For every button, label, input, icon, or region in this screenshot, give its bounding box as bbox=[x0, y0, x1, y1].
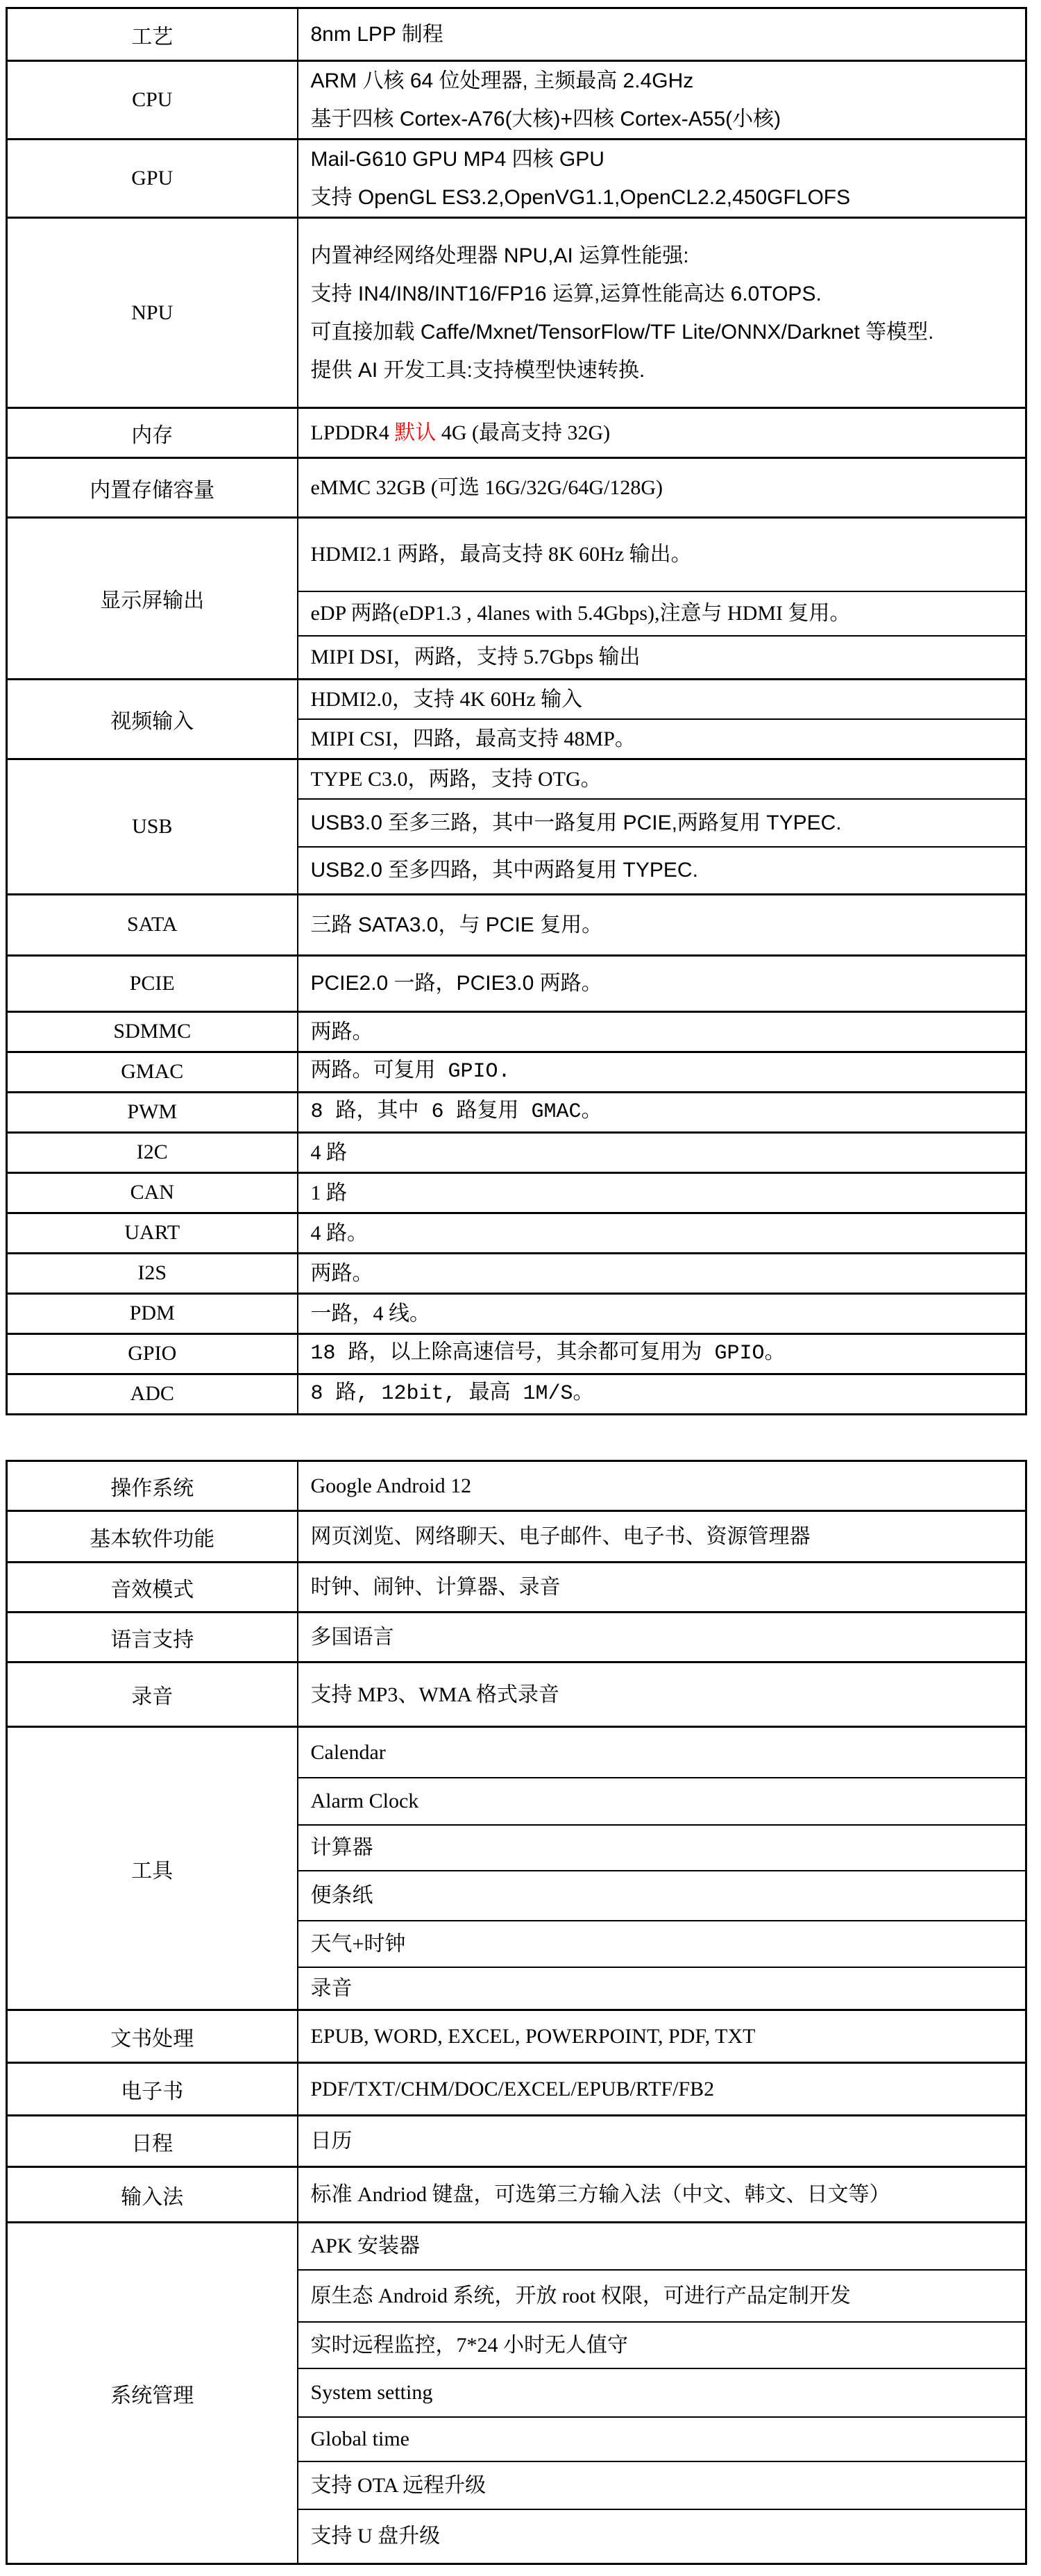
table-row-gmac bbox=[7, 1052, 1026, 1092]
row-label-basic-apps bbox=[7, 1511, 298, 1563]
row-label-storage bbox=[7, 458, 298, 518]
table-row-os bbox=[7, 1461, 1026, 1511]
row-label-pdm bbox=[7, 1293, 298, 1333]
table-row-adc bbox=[7, 1374, 1026, 1414]
label-text: 内存 bbox=[131, 423, 174, 447]
label-text: CPU bbox=[132, 88, 173, 111]
table-row-video-input bbox=[7, 680, 1026, 720]
row-label-cpu bbox=[7, 61, 298, 140]
display-output-sub-2: eDP 两路(eDP1.3 , 4lanes with 5.4Gbps),注意与 HDMI 复用。 bbox=[298, 591, 1026, 636]
row-label-pcie bbox=[7, 955, 298, 1011]
usb-sub-3: USB2.0 至多四路，其中两路复用 TYPEC. bbox=[298, 847, 1026, 894]
table-row-process bbox=[7, 8, 1026, 61]
row-value-sata: 三路 SATA3.0，与 PCIE 复用。 bbox=[298, 894, 1026, 955]
table-row-i2s bbox=[7, 1253, 1026, 1293]
system-management-sub-3: 实时远程监控，7*24 小时无人值守 bbox=[298, 2322, 1026, 2368]
hardware-spec-table bbox=[6, 7, 1027, 1415]
label-text: CAN bbox=[130, 1181, 174, 1204]
table-row-recording bbox=[7, 1662, 1026, 1727]
label-text: ADC bbox=[130, 1382, 174, 1405]
npu-line-4: 提供 AI 开发工具:支持模型快速转换. bbox=[310, 358, 645, 382]
label-text: I2C bbox=[136, 1140, 168, 1163]
label-text: PCIE bbox=[129, 971, 175, 995]
label-text: 基本软件功能 bbox=[90, 1527, 215, 1551]
row-label-adc bbox=[7, 1374, 298, 1414]
label-text: GPIO bbox=[128, 1342, 177, 1365]
value-text: 8nm LPP 制程 bbox=[310, 23, 443, 46]
row-value-sdmmc: 两路。 bbox=[298, 1011, 1026, 1052]
system-management-sub-5: Global time bbox=[298, 2417, 1026, 2461]
table-row-basic-apps bbox=[7, 1511, 1026, 1563]
table-row-storage bbox=[7, 458, 1026, 518]
row-label-os bbox=[7, 1461, 298, 1511]
row-label-gpio bbox=[7, 1333, 298, 1374]
row-label-i2s bbox=[7, 1253, 298, 1293]
row-value-storage bbox=[298, 458, 1026, 518]
row-label-languages bbox=[7, 1613, 298, 1662]
row-label-sata bbox=[7, 894, 298, 955]
row-value-recording: 支持 MP3、WMA 格式录音 bbox=[298, 1662, 1026, 1727]
label-text: NPU bbox=[131, 301, 174, 324]
system-management-sub-4: System setting bbox=[298, 2368, 1026, 2417]
label-text: 文书处理 bbox=[110, 2027, 194, 2051]
row-label-can bbox=[7, 1172, 298, 1213]
row-label-calendar bbox=[7, 2116, 298, 2167]
row-value-ebook: PDF/TXT/CHM/DOC/EXCEL/EPUB/RTF/FB2 bbox=[298, 2063, 1026, 2116]
table-row-languages bbox=[7, 1613, 1026, 1662]
row-value-calendar: 日历 bbox=[298, 2116, 1026, 2167]
table-row-sound-modes bbox=[7, 1563, 1026, 1613]
system-management-sub-2: 原生态 Android 系统，开放 root 权限，可进行产品定制开发 bbox=[298, 2270, 1026, 2322]
row-label-memory bbox=[7, 408, 298, 458]
label-text: 内置存储容量 bbox=[90, 478, 215, 502]
row-value-sound-modes: 时钟、闹钟、计算器、录音 bbox=[298, 1563, 1026, 1613]
row-label-ebook bbox=[7, 2063, 298, 2116]
tools-sub-6: 录音 bbox=[298, 1967, 1026, 2010]
table-row-sata bbox=[7, 894, 1026, 955]
row-label-usb bbox=[7, 759, 298, 895]
table-row-tools bbox=[7, 1727, 1026, 1778]
row-value-pdm: 一路，4 线。 bbox=[298, 1293, 1026, 1333]
row-label-office bbox=[7, 2010, 298, 2063]
npu-line-3: 可直接加载 Caffe/Mxnet/TensorFlow/TF Lite/ONNX/Darknet 等模型. bbox=[310, 320, 934, 344]
software-spec-table bbox=[6, 1460, 1027, 2565]
system-management-sub-1: APK 安装器 bbox=[298, 2223, 1026, 2270]
row-value-os: Google Android 12 bbox=[298, 1461, 1026, 1511]
row-label-gpu bbox=[7, 140, 298, 218]
row-label-input-method bbox=[7, 2167, 298, 2223]
cpu-line-1: ARM 八核 64 位处理器, 主频最高 2.4GHz bbox=[310, 69, 694, 92]
tools-sub-2: Alarm Clock bbox=[298, 1778, 1026, 1825]
table-row-usb bbox=[7, 759, 1026, 800]
memory-value-suffix: 4G (最高支持 32G) bbox=[436, 421, 611, 444]
table-row-ebook bbox=[7, 2063, 1026, 2116]
gpu-line-1: Mail-G610 GPU MP4 四核 GPU bbox=[310, 148, 604, 171]
row-label-pwm bbox=[7, 1092, 298, 1132]
tools-sub-4: 便条纸 bbox=[298, 1871, 1026, 1921]
table-row-pcie bbox=[7, 955, 1026, 1011]
table-row-memory bbox=[7, 408, 1026, 458]
label-text: 电子书 bbox=[121, 2080, 184, 2103]
label-text: 语言支持 bbox=[110, 1628, 194, 1651]
row-label-process bbox=[7, 8, 298, 61]
video-input-sub-2: MIPI CSI，四路，最高支持 48MP。 bbox=[298, 719, 1026, 759]
table-row-sdmmc bbox=[7, 1011, 1026, 1052]
row-label-display-output bbox=[7, 518, 298, 680]
gpu-line-2: 支持 OpenGL ES3.2,OpenVG1.1,OpenCL2.2,450GFLOFS bbox=[310, 186, 851, 209]
row-label-i2c bbox=[7, 1132, 298, 1172]
cpu-line-2: 基于四核 Cortex-A76(大核)+四核 Cortex-A55(小核) bbox=[310, 108, 781, 131]
label-text: GPU bbox=[131, 167, 174, 190]
tools-sub-1: Calendar bbox=[298, 1727, 1026, 1778]
table-row-display-output bbox=[7, 518, 1026, 591]
label-text: 工具 bbox=[131, 1859, 174, 1883]
value-text: eMMC 32GB (可选 16G/32G/64G/128G) bbox=[310, 476, 663, 499]
label-text: USB bbox=[132, 814, 173, 838]
label-text: 工艺 bbox=[131, 25, 174, 49]
table-row-uart bbox=[7, 1213, 1026, 1253]
row-label-tools bbox=[7, 1727, 298, 2010]
label-text: 音效模式 bbox=[110, 1578, 194, 1601]
system-management-sub-7: 支持 U 盘升级 bbox=[298, 2509, 1026, 2564]
table-row-can bbox=[7, 1172, 1026, 1213]
row-value-cpu bbox=[298, 61, 1026, 140]
tools-sub-5: 天气+时钟 bbox=[298, 1921, 1026, 1967]
video-input-sub-1: HDMI2.0，支持 4K 60Hz 输入 bbox=[298, 680, 1026, 720]
row-label-npu bbox=[7, 218, 298, 408]
row-value-input-method: 标准 Andriod 键盘，可选第三方输入法（中文、韩文、日文等） bbox=[298, 2167, 1026, 2223]
usb-sub-1: TYPE C3.0，两路，支持 OTG。 bbox=[298, 759, 1026, 800]
usb-sub-2: USB3.0 至多三路，其中一路复用 PCIE,两路复用 TYPEC. bbox=[298, 799, 1026, 847]
label-text: 视频输入 bbox=[110, 710, 194, 733]
label-text: 系统管理 bbox=[110, 2384, 194, 2407]
table-row-i2c bbox=[7, 1132, 1026, 1172]
row-label-sound-modes bbox=[7, 1563, 298, 1613]
memory-value-prefix: LPDDR4 bbox=[310, 421, 395, 444]
row-label-recording bbox=[7, 1662, 298, 1727]
row-label-uart bbox=[7, 1213, 298, 1253]
label-text: 显示屏输出 bbox=[100, 589, 205, 612]
table-row-gpu bbox=[7, 140, 1026, 218]
table-row-pwm bbox=[7, 1092, 1026, 1132]
row-value-office: EPUB, WORD, EXCEL, POWERPOINT, PDF, TXT bbox=[298, 2010, 1026, 2063]
row-value-gpu bbox=[298, 140, 1026, 218]
table-row-system-management bbox=[7, 2223, 1026, 2270]
table-row-cpu bbox=[7, 61, 1026, 140]
label-text: SATA bbox=[126, 913, 178, 936]
row-label-system-management bbox=[7, 2223, 298, 2564]
table-row-calendar bbox=[7, 2116, 1026, 2167]
label-text: 输入法 bbox=[121, 2185, 184, 2209]
label-text: PDM bbox=[129, 1302, 175, 1324]
row-value-can: 1 路 bbox=[298, 1172, 1026, 1213]
system-management-sub-6: 支持 OTA 远程升级 bbox=[298, 2461, 1026, 2509]
row-label-sdmmc bbox=[7, 1011, 298, 1052]
table-row-pdm bbox=[7, 1293, 1026, 1333]
tools-sub-3: 计算器 bbox=[298, 1825, 1026, 1871]
row-value-basic-apps: 网页浏览、网络聊天、电子邮件、电子书、资源管理器 bbox=[298, 1511, 1026, 1563]
label-text: GMAC bbox=[121, 1060, 184, 1083]
label-text: UART bbox=[124, 1221, 180, 1244]
label-text: 操作系统 bbox=[110, 1476, 194, 1500]
row-value-i2s: 两路。 bbox=[298, 1253, 1026, 1293]
row-value-adc: 8 路, 12bit, 最高 1M/S。 bbox=[298, 1374, 1026, 1414]
label-text: 录音 bbox=[131, 1685, 174, 1708]
row-value-memory bbox=[298, 408, 1026, 458]
row-value-gpio: 18 路，以上除高速信号，其余都可复用为 GPIO。 bbox=[298, 1333, 1026, 1374]
table-row-npu bbox=[7, 218, 1026, 408]
table-row-input-method bbox=[7, 2167, 1026, 2223]
row-value-process bbox=[298, 8, 1026, 61]
row-value-pcie: PCIE2.0 一路，PCIE3.0 两路。 bbox=[298, 955, 1026, 1011]
display-output-sub-1: HDMI2.1 两路，最高支持 8K 60Hz 输出。 bbox=[298, 518, 1026, 591]
npu-line-2: 支持 IN4/IN8/INT16/FP16 运算,运算性能高达 6.0TOPS. bbox=[310, 282, 822, 305]
row-label-video-input bbox=[7, 680, 298, 759]
memory-default-highlight: 默认 bbox=[394, 421, 437, 444]
row-value-npu bbox=[298, 218, 1026, 408]
table-row-gpio bbox=[7, 1333, 1026, 1374]
table-row-office bbox=[7, 2010, 1026, 2063]
row-value-languages: 多国语言 bbox=[298, 1613, 1026, 1662]
label-text: I2S bbox=[137, 1261, 167, 1284]
label-text: 日程 bbox=[131, 2132, 174, 2155]
row-value-gmac: 两路。可复用 GPIO. bbox=[298, 1052, 1026, 1092]
label-text: PWM bbox=[127, 1100, 178, 1123]
row-value-uart: 4 路。 bbox=[298, 1213, 1026, 1253]
label-text: SDMMC bbox=[113, 1020, 192, 1043]
row-value-pwm: 8 路，其中 6 路复用 GMAC。 bbox=[298, 1092, 1026, 1132]
display-output-sub-3: MIPI DSI，两路，支持 5.7Gbps 输出 bbox=[298, 636, 1026, 680]
row-label-gmac bbox=[7, 1052, 298, 1092]
npu-line-1: 内置神经网络处理器 NPU,AI 运算性能强: bbox=[310, 244, 689, 267]
row-value-i2c: 4 路 bbox=[298, 1132, 1026, 1172]
